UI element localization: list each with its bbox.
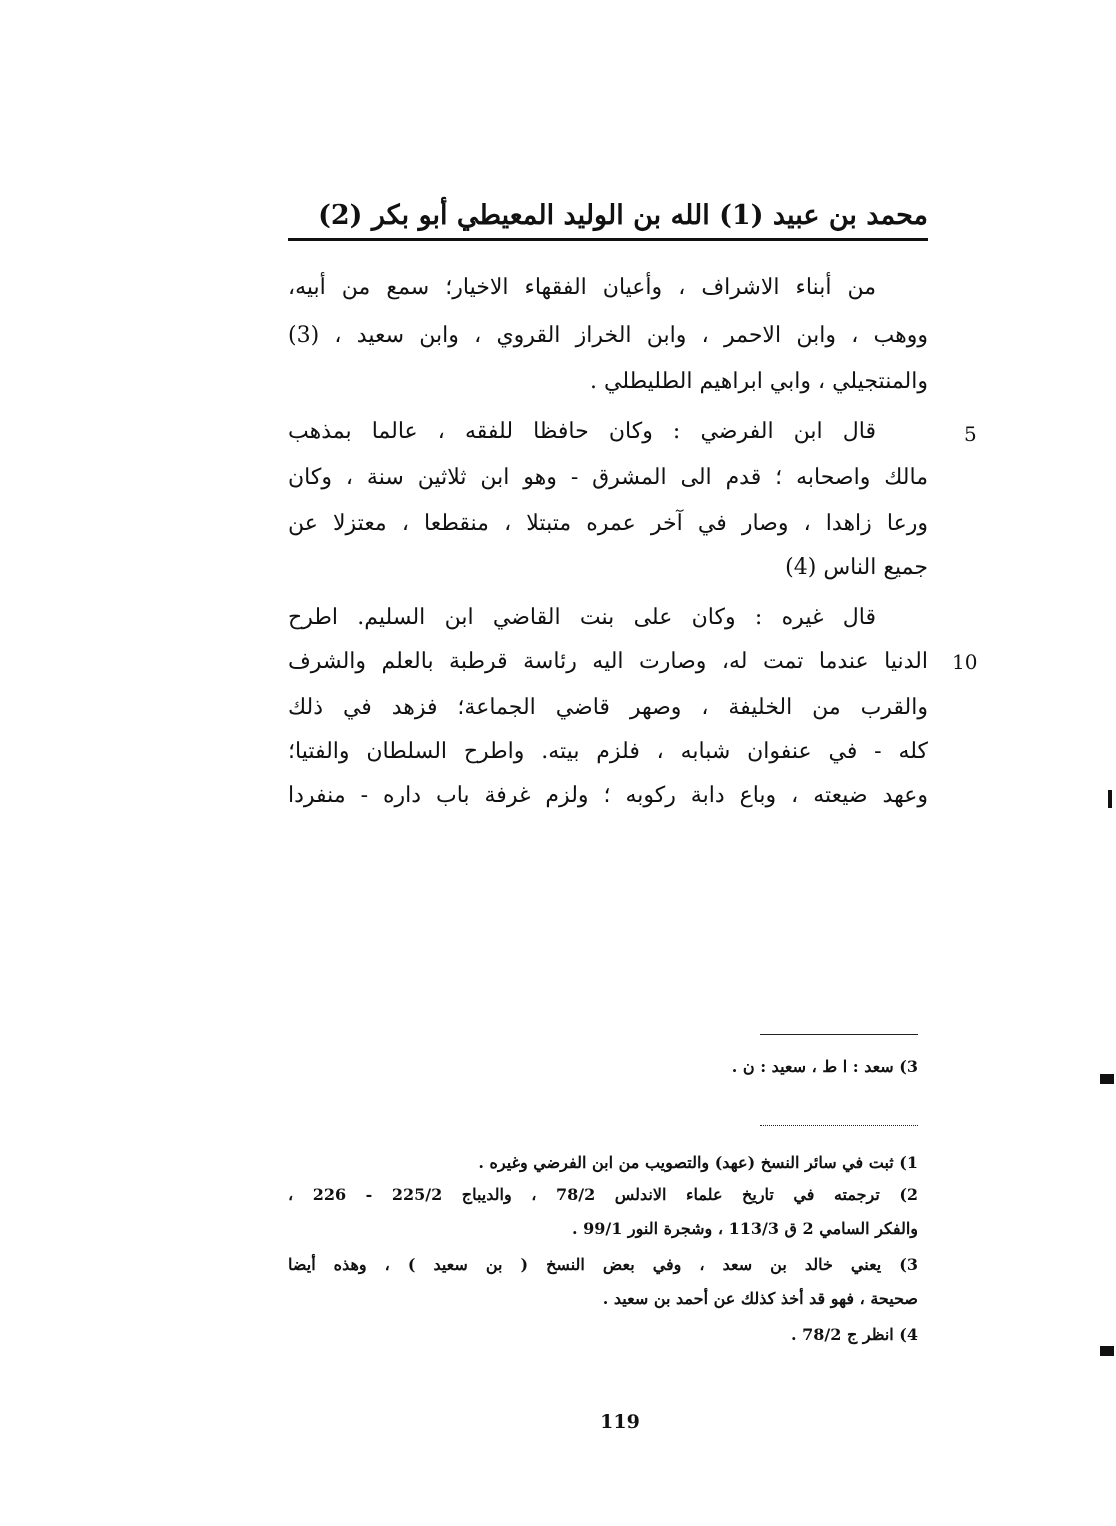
footnote: 1) ثبت في سائر النسخ (عهد) والتصويب من ابن الفرضي وغيره .: [478, 1153, 918, 1172]
variant-note: 3) سعد : ا ط ، سعيد : ن .: [731, 1057, 918, 1076]
footnote: 3) يعني خالد بن سعد ، وفي بعض النسخ ( بن سعيد ) ، وهذه أيضا: [288, 1255, 918, 1274]
body-line: ووهب ، وابن الاحمر ، وابن الخراز القروي ، وابن سعيد ، (3): [288, 323, 928, 348]
scan-mark: [1100, 1346, 1114, 1356]
page-number: 119: [600, 1411, 640, 1433]
footnote: 2) ترجمته في تاريخ علماء الاندلس 78/2 ، والديباج 225/2 - 226 ،: [288, 1185, 919, 1204]
line-number: 10: [952, 650, 978, 674]
scan-mark: [1100, 1074, 1114, 1084]
footnote: والفكر السامي 2 ق 113/3 ، وشجرة النور 99/1 .: [571, 1219, 918, 1238]
footnote-rule: [760, 1034, 918, 1035]
line-number: 5: [964, 422, 977, 446]
body-line: مالك واصحابه ؛ قدم الى المشرق - وهو ابن ثلاثين سنة ، وكان: [288, 465, 928, 490]
page-heading: محمد بن عبيد (1) الله بن الوليد المعيطي أبو بكر (2): [318, 200, 928, 231]
body-line: الدنيا عندما تمت له، وصارت اليه رئاسة قرطبة بالعلم والشرف: [288, 649, 928, 674]
body-line: جميع الناس (4): [785, 555, 928, 580]
body-line: كله - في عنفوان شبابه ، فلزم بيته. واطرح السلطان والفتيا؛: [288, 739, 928, 764]
body-line: قال غيره : وكان على بنت القاضي ابن السليم. اطرح: [288, 605, 876, 630]
body-line: والمنتجيلي ، وابي ابراهيم الطليطلي .: [590, 369, 928, 394]
body-line: قال ابن الفرضي : وكان حافظا للفقه ، عالما بمذهب: [288, 419, 876, 444]
footnote: صحيحة ، فهو قد أخذ كذلك عن أحمد بن سعيد .: [602, 1289, 918, 1308]
heading-rule: [288, 238, 928, 241]
footnote: 4) انظر ج 78/2 .: [791, 1325, 918, 1344]
body-line: والقرب من الخليفة ، وصهر قاضي الجماعة؛ فزهد في ذلك: [288, 695, 928, 720]
scan-mark: [1108, 790, 1112, 808]
body-line: من أبناء الاشراف ، وأعيان الفقهاء الاخيار؛ سمع من أبيه،: [288, 275, 876, 300]
body-line: وعهد ضيعته ، وباع دابة ركوبه ؛ ولزم غرفة باب داره - منفردا: [288, 783, 928, 808]
body-line: ورعا زاهدا ، وصار في آخر عمره متبتلا ، منقطعا ، معتزلا عن: [288, 511, 928, 536]
footnote-separator: [760, 1125, 918, 1126]
